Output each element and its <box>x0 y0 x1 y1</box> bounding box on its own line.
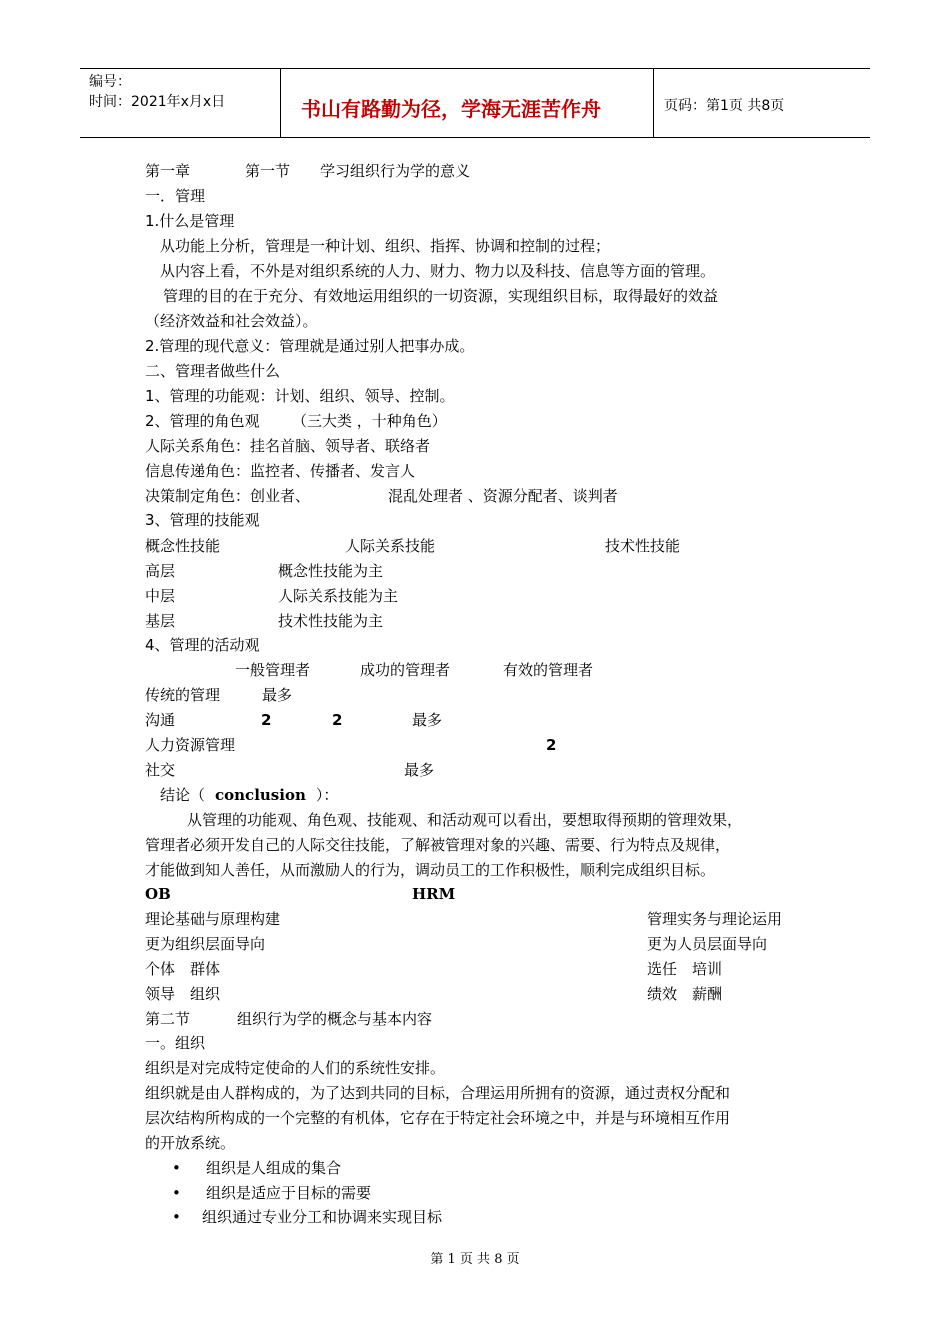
hrm-item: 绩效 薪酬 <box>647 985 723 1003</box>
activity-cell: 2 <box>261 711 272 729</box>
section-title: 学习组织行为学的意义 <box>320 162 471 180</box>
role-informational: 信息传递角色：监控者、传播者、发言人 <box>145 462 416 480</box>
conclusion-english: conclusion <box>215 786 306 804</box>
page-footer: 第 1 页 共 8 页 <box>430 1252 520 1267</box>
organization-paragraph-3: 的开放系统。 <box>145 1134 236 1152</box>
paragraph-content: 从内容上看，不外是对组织系统的人力、财力、物力以及科技、信息等方面的管理。 <box>160 262 716 280</box>
header-meta-cell <box>80 69 281 137</box>
activity-cell: 2 <box>546 736 557 754</box>
paragraph-goal-1: 管理的目的在于充分、有效地运用组织的一切资源，实现组织目标，取得最好的效益 <box>163 287 719 305</box>
conclusion-label <box>160 786 338 804</box>
activity-cell: 最多 <box>262 686 293 704</box>
item-function-view: 1、管理的功能观：计划、组织、领导、控制。 <box>145 387 455 405</box>
heading-what-managers-do: 二、管理者做些什么 <box>145 362 281 380</box>
item-skill-view: 3、管理的技能观 <box>145 511 260 529</box>
organization-definition: 组织是对完成特定使命的人们的系统性安排。 <box>145 1059 446 1077</box>
level-mid-skill: 人际关系技能为主 <box>278 587 399 605</box>
bullet-item: 组织通过专业分工和协调来实现目标 <box>202 1208 443 1226</box>
header-motto-cell <box>281 69 654 137</box>
heading-organization: 一。组织 <box>145 1034 206 1052</box>
item-activity-view: 4、管理的活动观 <box>145 636 260 654</box>
section-2-label: 第二节 <box>145 1010 191 1028</box>
chapter-label: 第一章 <box>145 162 191 180</box>
section-2-title: 组织行为学的概念与基本内容 <box>237 1010 433 1028</box>
level-base-skill: 技术性技能为主 <box>278 612 384 630</box>
time-label: 时间：2021年x月x日 <box>89 94 226 110</box>
item-role-view: 2、管理的角色观 <box>145 412 260 430</box>
ob-item: 理论基础与原理构建 <box>145 910 281 928</box>
ob-item: 个体 群体 <box>145 960 221 978</box>
activity-header-successful: 成功的管理者 <box>360 661 451 679</box>
conclusion-prefix: 结论（ <box>160 786 206 804</box>
bullet-item: 组织是人组成的集合 <box>206 1159 342 1177</box>
skill-technical: 技术性技能 <box>605 537 681 555</box>
activity-row-social: 社交 <box>145 761 176 779</box>
level-base: 基层 <box>145 612 176 630</box>
activity-header-effective: 有效的管理者 <box>503 661 594 679</box>
hrm-heading: HRM <box>412 885 456 903</box>
level-mid: 中层 <box>145 587 176 605</box>
role-view-note: （三大类 ，十种角色） <box>292 412 447 430</box>
ob-item: 领导 组织 <box>145 985 221 1003</box>
heading-modern-meaning: 2.管理的现代意义：管理就是通过别人把事办成。 <box>145 337 475 355</box>
page-number-label: 页码：第1页 共8页 <box>664 98 785 114</box>
ob-item: 更为组织层面导向 <box>145 935 266 953</box>
activity-cell: 最多 <box>404 761 435 779</box>
conclusion-line-2: 管理者必须开发自己的人际交往技能，了解被管理对象的兴趣、需要、行为特点及规律， <box>145 836 731 854</box>
skill-conceptual: 概念性技能 <box>145 537 221 555</box>
hrm-item: 选任 培训 <box>647 960 723 978</box>
activity-header-general: 一般管理者 <box>235 661 311 679</box>
activity-row-hr: 人力资源管理 <box>145 736 236 754</box>
bullet-marker: • <box>172 1184 181 1202</box>
activity-cell: 2 <box>332 711 343 729</box>
conclusion-line-3: 才能做到知人善任，从而激励人的行为，调动员工的工作积极性，顺利完成组织目标。 <box>145 861 716 879</box>
heading-what-is-management: 1.什么是管理 <box>145 212 235 230</box>
bullet-marker: • <box>172 1208 181 1226</box>
ob-heading: OB <box>145 885 171 903</box>
role-decisional-a: 决策制定角色：创业者、 <box>145 487 311 505</box>
level-high: 高层 <box>145 562 176 580</box>
header-page-cell <box>654 69 870 137</box>
paragraph-function: 从功能上分析，管理是一种计划、组织、指挥、协调和控制的过程； <box>160 237 611 255</box>
section-label: 第一节 <box>245 162 291 180</box>
role-interpersonal: 人际关系角色：挂名首脑、领导者、联络者 <box>145 437 431 455</box>
conclusion-line-1: 从管理的功能观、角色观、技能观、和活动观可以看出，要想取得预期的管理效果， <box>187 811 743 829</box>
organization-paragraph-1: 组织就是由人群构成的，为了达到共同的目标，合理运用所拥有的资源，通过责权分配和 <box>145 1084 731 1102</box>
paragraph-goal-2: （经济效益和社会效益）。 <box>145 312 318 330</box>
activity-row-traditional: 传统的管理 <box>145 686 221 704</box>
serial-label: 编号： <box>89 74 131 90</box>
role-decisional-b: 混乱处理者 、资源分配者、谈判者 <box>388 487 618 505</box>
conclusion-suffix: ）： <box>315 786 339 804</box>
bullet-item: 组织是适应于目标的需要 <box>206 1184 372 1202</box>
activity-row-communication: 沟通 <box>145 711 176 729</box>
hrm-item: 管理实务与理论运用 <box>647 910 783 928</box>
activity-cell: 最多 <box>412 711 443 729</box>
hrm-item: 更为人员层面导向 <box>647 935 768 953</box>
skill-human: 人际关系技能 <box>345 537 436 555</box>
organization-paragraph-2: 层次结构所构成的一个完整的有机体，它存在于特定社会环境之中，并是与环境相互作用 <box>145 1109 731 1127</box>
page-header <box>80 68 870 138</box>
bullet-marker: • <box>172 1159 181 1177</box>
motto: 书山有路勤为径，学海无涯苦作舟 <box>301 97 601 121</box>
level-high-skill: 概念性技能为主 <box>278 562 384 580</box>
heading-management: 一．管理 <box>145 187 206 205</box>
